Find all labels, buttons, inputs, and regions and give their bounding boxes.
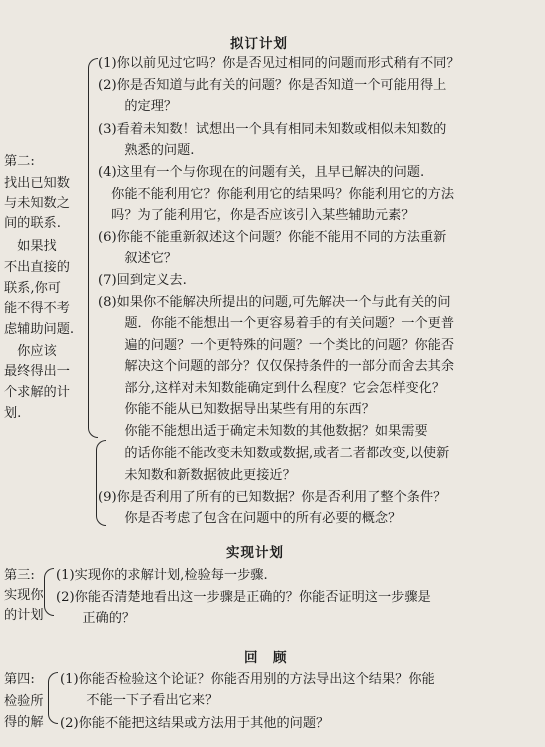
execute-item-line: (1)实现你的求解计划,检验每一步骤. — [56, 568, 268, 583]
execute-bracket — [44, 568, 54, 616]
plan-item-line: (1)你以前见过它吗？你是否见过相同的问题而形式稍有不同？ — [98, 56, 460, 71]
execute-step-label-line: 第三: — [4, 568, 35, 583]
execute-item-line: (2)你能否清楚地看出这一步骤是正确的？你能否证明这一步骤是 — [56, 590, 431, 605]
review-heading: 回 顾 — [244, 650, 288, 666]
plan-step-label-line: 个求解的计 — [4, 385, 70, 400]
plan-item-line: 的话你能不能改变未知数或数据,或者二者都改变,以使新 — [98, 446, 450, 461]
plan-item-line: (3)看着未知数！试想出一个具有相同未知数或相似未知数的 — [98, 122, 447, 137]
plan-step-label-line: 虑辅助问题. — [4, 322, 75, 337]
plan-item-line: 熟悉的问题. — [98, 143, 195, 158]
execute-step-label-line: 实现你 — [4, 588, 44, 603]
plan-step-label-line: 不出直接的 — [4, 260, 70, 275]
plan-item-line: 部分,这样对未知数能确定到什么程度？它会怎样变化？ — [98, 381, 446, 396]
review-bracket — [48, 672, 58, 724]
plan-step-label-line: 最终得出一 — [4, 364, 70, 379]
plan-bracket — [88, 58, 98, 438]
plan-item-line: 吗？为了能利用它，你是否应该引入某些辅助元素？ — [98, 208, 415, 223]
plan-step-label-line: 如果找 — [4, 239, 57, 254]
review-step-label-line: 检验所 — [4, 694, 44, 709]
plan-item-line: 未知数和新数据彼此更接近？ — [98, 468, 296, 483]
review-step-label-line: 第四: — [4, 672, 35, 687]
plan-step-label-line: 你应该 — [4, 344, 57, 359]
plan-item-line: 你能不能从已知数据导出某些有用的东西？ — [98, 402, 375, 417]
plan-item-line: 叙述它？ — [98, 251, 178, 266]
plan-step-label-line: 能不得不考 — [4, 301, 70, 316]
plan-item-line: (4)这里有一个与你现在的问题有关，且早已解决的问题. — [98, 165, 425, 180]
plan-item-line: 你是否考虑了包含在问题中的所有必要的概念？ — [98, 511, 402, 526]
plan-item-line: (6)你能不能重新叙述这个问题？你能不能用不同的方法重新 — [98, 230, 447, 245]
plan-item-line: 你能不能利用它？你能利用它的结果吗？你能利用它的方法 — [98, 187, 455, 202]
plan-item-line: (7)回到定义去. — [98, 273, 187, 288]
plan-step-label-line: 划. — [4, 406, 22, 421]
plan-item-line: 题．你能不能想出一个更容易着手的有关问题？一个更普 — [98, 316, 455, 331]
review-item-line: (1)你能否检验这个论证？你能否用别的方法导出这个结果？你能 — [60, 672, 435, 687]
plan-step-label-line: 联系,你可 — [4, 281, 61, 296]
plan-item-line: 解决这个问题的部分？仅仅保持条件的一部分而舍去其余 — [98, 359, 455, 374]
review-item-line: (2)你能不能把这结果或方法用于其他的问题？ — [60, 716, 330, 731]
plan-item-line: (2)你是否知道与此有关的问题？你是否知道一个可能用得上 — [98, 78, 447, 93]
plan-heading: 拟订计划 — [230, 36, 288, 52]
review-item-line: 不能一下子看出它来？ — [60, 693, 219, 708]
review-step-label-line: 得的解 — [4, 715, 44, 730]
plan-step-label-line: 第二: — [4, 154, 35, 169]
plan-item-line: 的定理？ — [98, 99, 178, 114]
execute-heading: 实现计划 — [226, 545, 284, 561]
execute-step-label-line: 的计划 — [4, 608, 44, 623]
plan-item-line: 遍的问题？一个更特殊的问题？一个类比的问题？你能否 — [98, 338, 455, 353]
plan-item-line: 你能不能想出适于确定未知数的其他数据？如果需要 — [98, 424, 428, 439]
plan-step-label-line: 找出已知数 — [4, 176, 70, 191]
plan-item-line: (8)如果你不能解决所提出的问题,可先解决一个与此有关的问 — [98, 295, 451, 310]
execute-item-line: 正确的？ — [56, 611, 136, 626]
plan-step-label-line: 与未知数之 — [4, 196, 70, 211]
plan-step-label-line: 间的联系. — [4, 216, 61, 231]
plan-item-line: (9)你是否利用了所有的已知数据？你是否利用了整个条件？ — [98, 490, 447, 505]
